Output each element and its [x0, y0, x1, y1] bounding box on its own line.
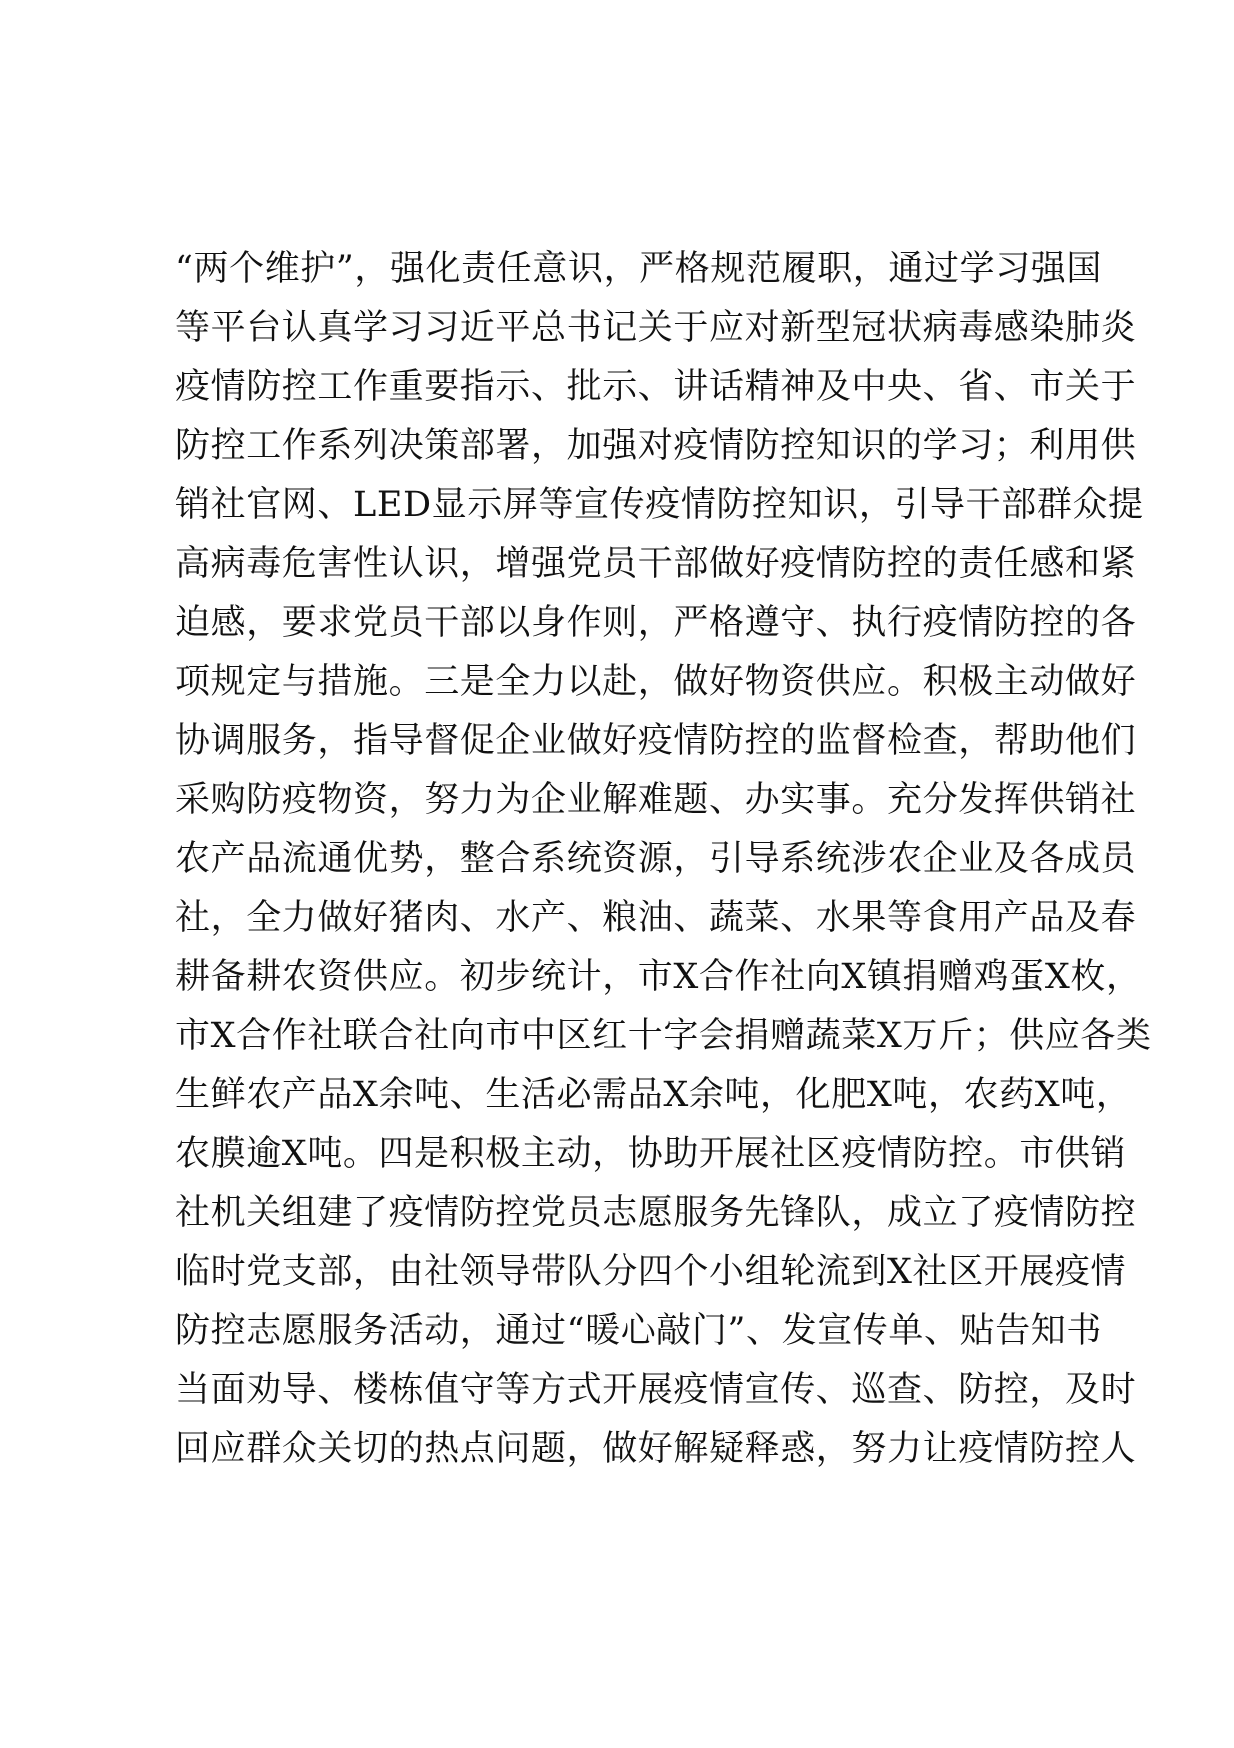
- text-line-20: 当面劝导、楼栋值守等方式开展疫情宣传、巡查、防控，及时: [175, 1370, 1137, 1410]
- text-line-7: 迫感，要求党员干部以身作则，严格遵守、执行疫情防控的各: [175, 603, 1137, 643]
- body-paragraph: [175, 240, 1152, 1479]
- text-line-12: 社，全力做好猪肉、水产、粮油、蔬菜、水果等食用产品及春: [175, 898, 1137, 938]
- text-line-17: 社机关组建了疫情防控党员志愿服务先锋队，成立了疫情防控: [175, 1193, 1137, 1233]
- text-line-21: 回应群众关切的热点问题，做好解疑释惑，努力让疫情防控人: [175, 1429, 1137, 1469]
- text-line-9: 协调服务，指导督促企业做好疫情防控的监督检查，帮助他们: [175, 721, 1137, 761]
- text-line-6: 高病毒危害性认识，增强党员干部做好疫情防控的责任感和紧: [175, 544, 1137, 584]
- text-line-3: 疫情防控工作重要指示、批示、讲话精神及中央、省、市关于: [175, 367, 1137, 407]
- text-line-10: 采购防疫物资，努力为企业解难题、办实事。充分发挥供销社: [175, 780, 1137, 820]
- text-line-11: 农产品流通优势，整合系统资源，引导系统涉农企业及各成员: [175, 839, 1137, 879]
- text-line-2: 等平台认真学习习近平总书记关于应对新型冠状病毒感染肺炎: [175, 308, 1137, 348]
- text-line-4: 防控工作系列决策部署，加强对疫情防控知识的学习；利用供: [175, 426, 1137, 466]
- text-line-8: 项规定与措施。三是全力以赴，做好物资供应。积极主动做好: [175, 662, 1137, 702]
- text-line-19: 防控志愿服务活动，通过“暖心敲门”、发宣传单、贴告知书: [175, 1311, 1102, 1351]
- text-line-14: 市X合作社联合社向市中区红十字会捐赠蔬菜X万斤；供应各类: [175, 1016, 1152, 1056]
- text-line-1: “两个维护”，强化责任意识，严格规范履职，通过学习强国: [175, 249, 1102, 289]
- text-line-16: 农膜逾X吨。四是积极主动，协助开展社区疫情防控。市供销: [175, 1134, 1127, 1174]
- text-line-5: 销社官网、LED显示屏等宣传疫情防控知识，引导干部群众提: [175, 485, 1144, 525]
- text-line-15: 生鲜农产品X余吨、生活必需品X余吨，化肥X吨，农药X吨，: [175, 1075, 1132, 1115]
- text-line-18: 临时党支部，由社领导带队分四个小组轮流到X社区开展疫情: [175, 1252, 1127, 1292]
- text-line-13: 耕备耕农资供应。初步统计，市X合作社向X镇捐赠鸡蛋X枚，: [175, 957, 1142, 997]
